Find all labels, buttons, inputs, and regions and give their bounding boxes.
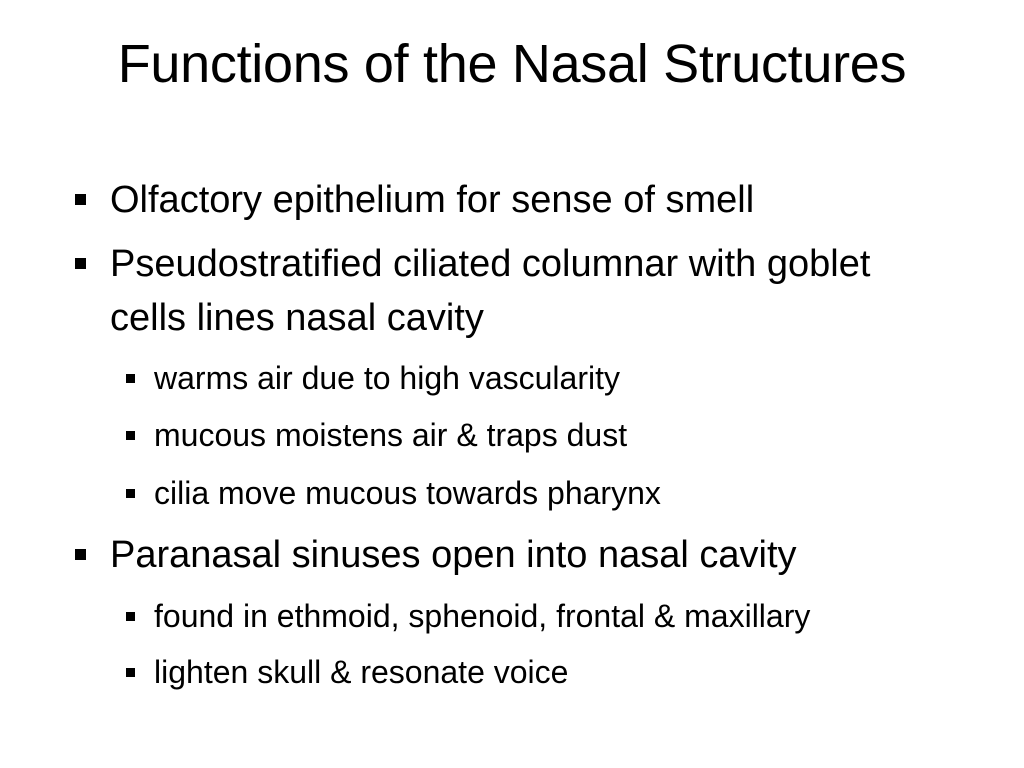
sub-bullet-text: found in ethmoid, sphenoid, frontal & maxillary (154, 598, 811, 634)
sub-bullet-item (154, 415, 994, 455)
square-bullet-icon (126, 374, 135, 383)
sub-bullet-text: warms air due to high vascularity (154, 360, 620, 396)
square-bullet-icon (75, 549, 86, 560)
square-bullet-icon (75, 258, 86, 269)
bullet-text: Pseudostratified ciliated columnar with goblet cells lines nasal cavity (110, 243, 871, 339)
square-bullet-icon (126, 431, 135, 440)
sub-bullet-item (154, 596, 994, 636)
bullet-item (110, 528, 910, 582)
bullet-item (110, 173, 910, 227)
bullet-item (110, 237, 900, 345)
bullet-text: Paranasal sinuses open into nasal cavity (110, 534, 797, 576)
sub-bullet-text: lighten skull & resonate voice (154, 654, 569, 690)
square-bullet-icon (75, 194, 86, 205)
sub-bullet-text: cilia move mucous towards pharynx (154, 475, 661, 511)
square-bullet-icon (126, 489, 135, 498)
sub-bullet-text: mucous moistens air & traps dust (154, 417, 628, 453)
square-bullet-icon (126, 612, 135, 621)
slide-title: Functions of the Nasal Structures (117, 34, 907, 94)
square-bullet-icon (126, 668, 135, 677)
sub-bullet-item (154, 652, 994, 692)
sub-bullet-item (154, 358, 994, 398)
bullet-text: Olfactory epithelium for sense of smell (110, 179, 755, 221)
sub-bullet-item (154, 473, 994, 513)
